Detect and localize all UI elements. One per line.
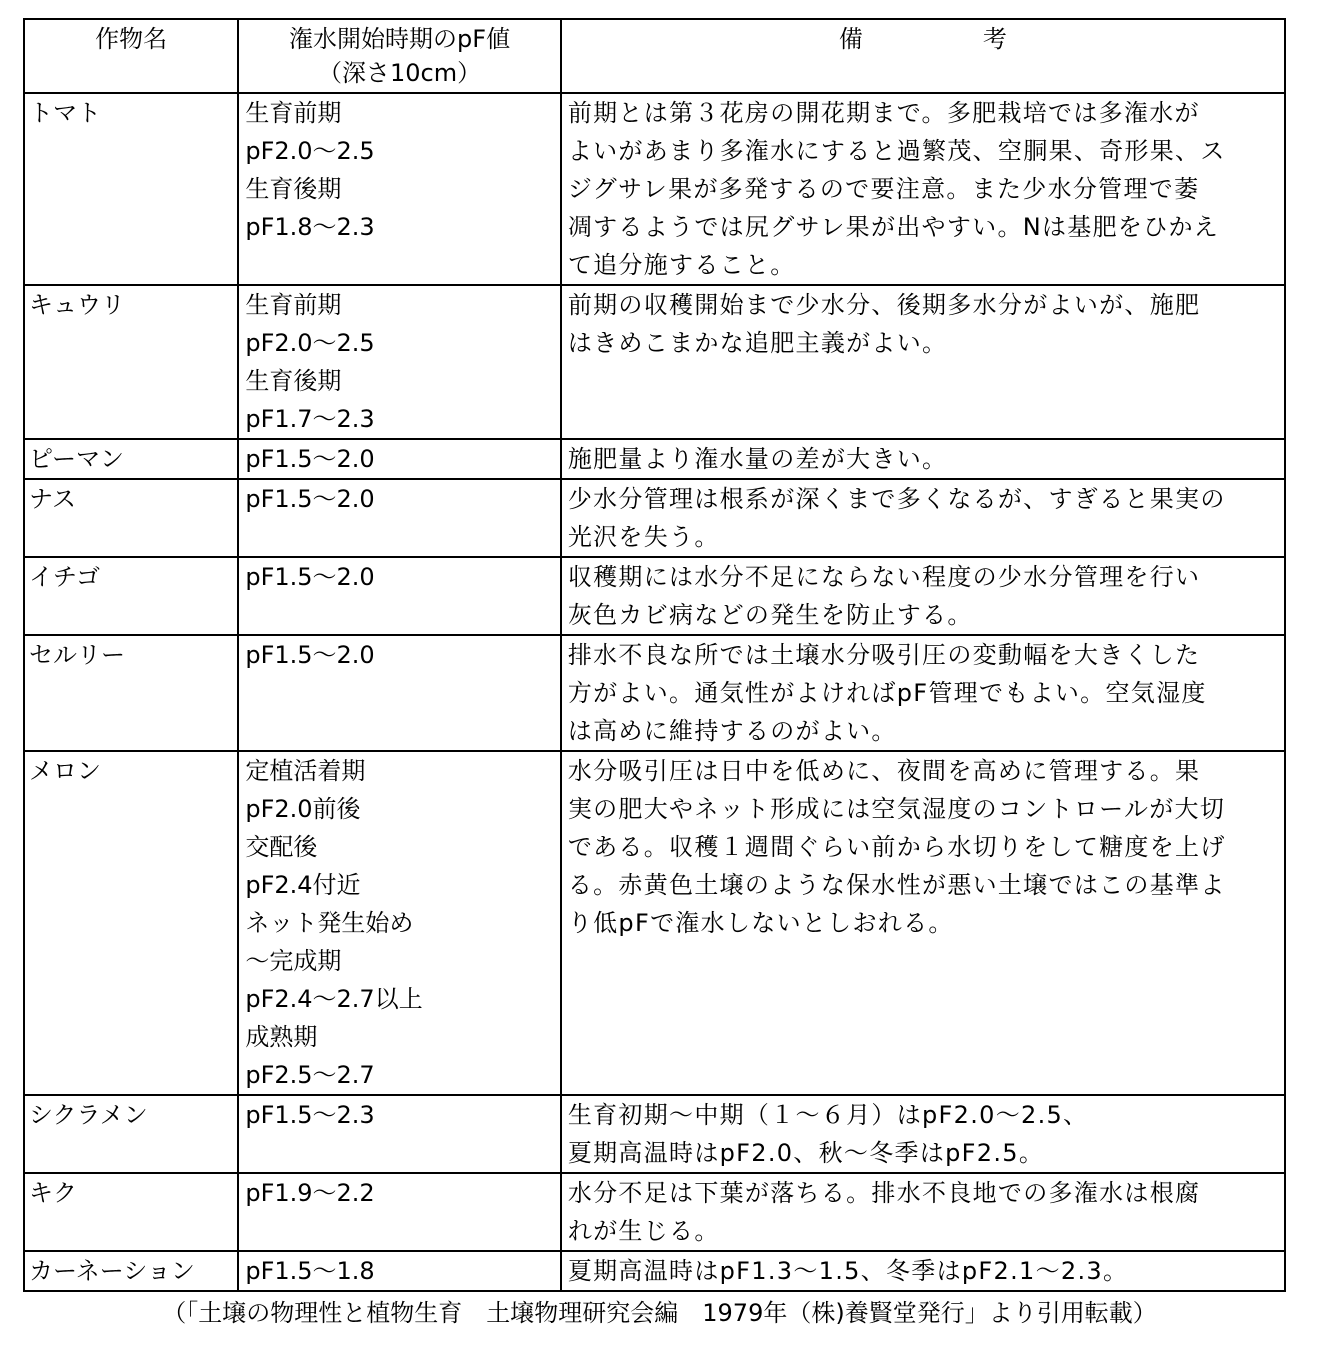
notes-line: れが生じる。 xyxy=(567,1217,720,1245)
crop-name-cell xyxy=(24,479,238,557)
header-row xyxy=(24,19,1285,93)
pf-value-line: pF1.9～2.2 xyxy=(245,1179,375,1207)
notes-line: ジグサレ果が多発するので要注意。また少水分管理で萎 xyxy=(567,175,1200,203)
notes-line: る。赤黄色土壌のような保水性が悪い土壌ではこの基準よ xyxy=(567,871,1226,899)
table-row xyxy=(24,439,1285,479)
notes-cell xyxy=(561,1251,1285,1291)
notes-line: 少水分管理は根系が深くまで多くなるが、すぎると果実の xyxy=(567,485,1226,513)
notes-line: 前期とは第３花房の開花期まで。多肥栽培では多潅水が xyxy=(567,99,1200,127)
pf-value-line: pF2.4付近 xyxy=(245,871,361,899)
pf-value-line: 生育後期 xyxy=(245,367,342,395)
crop-name: キュウリ xyxy=(29,291,125,319)
pf-value-line: ネット発生始め xyxy=(245,909,414,937)
header-pf-depth: （深さ10cm） xyxy=(318,59,482,87)
notes-cell xyxy=(561,1173,1285,1251)
notes-line: 実の肥大やネット形成には空気湿度のコントロールが大切 xyxy=(567,795,1226,823)
crop-name-cell xyxy=(24,751,238,1095)
pf-value-cell xyxy=(238,751,561,1095)
pf-value-line: ～完成期 xyxy=(245,947,342,975)
notes-line: 凋するようでは尻グサレ果が出やすい。Nは基肥をひかえ xyxy=(567,213,1220,241)
crop-name-cell xyxy=(24,557,238,635)
header-notes xyxy=(561,19,1285,93)
irrigation-pf-table xyxy=(23,18,1286,1292)
notes-line: 方がよい。通気性がよければpF管理でもよい。空気湿度 xyxy=(567,679,1207,707)
crop-name-cell xyxy=(24,1173,238,1251)
notes-line: 排水不良な所では土壌水分吸引圧の変動幅を大きくした xyxy=(567,641,1201,669)
header-pf xyxy=(238,19,561,93)
crop-name-cell xyxy=(24,635,238,751)
crop-name: メロン xyxy=(29,757,101,785)
pf-value-line: 交配後 xyxy=(245,833,318,861)
pf-value-line: pF1.5～1.8 xyxy=(245,1257,375,1285)
table-row xyxy=(24,1251,1285,1291)
pf-value-cell xyxy=(238,93,561,285)
pf-value-line: 生育前期 xyxy=(245,99,342,127)
table-row xyxy=(24,751,1285,1095)
notes-line: 施肥量より潅水量の差が大きい。 xyxy=(567,445,948,473)
pf-value-line: pF1.5～2.0 xyxy=(245,445,375,473)
notes-cell xyxy=(561,1095,1285,1173)
notes-line: よいがあまり多潅水にすると過繁茂、空胴果、奇形果、ス xyxy=(567,137,1226,165)
pf-value-line: pF1.8～2.3 xyxy=(245,213,375,241)
pf-value-line: pF1.5～2.0 xyxy=(245,485,375,513)
crop-name: カーネーション xyxy=(29,1257,195,1285)
pf-value-line: 定植活着期 xyxy=(245,757,366,785)
pf-value-cell xyxy=(238,285,561,439)
table-row xyxy=(24,1173,1285,1251)
pf-value-cell xyxy=(238,1095,561,1173)
pf-value-line: 生育前期 xyxy=(245,291,342,319)
pf-value-line: pF2.0～2.5 xyxy=(245,137,375,165)
crop-name-cell xyxy=(24,439,238,479)
notes-line: 前期の収穫開始まで少水分、後期多水分がよいが、施肥 xyxy=(567,291,1201,319)
notes-line: て追分施すること。 xyxy=(567,251,796,279)
crop-name-cell xyxy=(24,285,238,439)
pf-value-line: 成熟期 xyxy=(245,1023,318,1051)
notes-line: 灰色カビ病などの発生を防止する。 xyxy=(567,601,973,629)
table-row xyxy=(24,285,1285,439)
pf-value-cell xyxy=(238,635,561,751)
notes-line: は高めに維持するのがよい。 xyxy=(567,717,897,745)
crop-name-cell xyxy=(24,1251,238,1291)
pf-value-line: pF1.5～2.0 xyxy=(245,563,375,591)
notes-cell xyxy=(561,93,1285,285)
header-pf-label: 潅水開始時期のpF値 xyxy=(289,25,511,53)
pf-value-line: pF2.5～2.7 xyxy=(245,1061,375,1089)
pf-value-cell xyxy=(238,1173,561,1251)
pf-value-cell xyxy=(238,439,561,479)
crop-name: イチゴ xyxy=(29,563,101,591)
notes-line: 水分吸引圧は日中を低めに、夜間を高めに管理する。果 xyxy=(567,757,1201,785)
notes-cell xyxy=(561,439,1285,479)
pf-value-cell xyxy=(238,557,561,635)
header-crop xyxy=(24,19,238,93)
notes-cell xyxy=(561,557,1285,635)
pf-value-line: 生育後期 xyxy=(245,175,342,203)
crop-name: セルリー xyxy=(29,641,125,669)
pf-value-line: pF1.7～2.3 xyxy=(245,405,375,433)
notes-line: 夏期高温時はpF2.0、秋～冬季はpF2.5。 xyxy=(567,1139,1045,1167)
pf-value-line: pF2.0前後 xyxy=(245,795,361,823)
table-row xyxy=(24,557,1285,635)
notes-cell xyxy=(561,285,1285,439)
crop-name-cell xyxy=(24,1095,238,1173)
pf-value-line: pF1.5～2.3 xyxy=(245,1101,375,1129)
notes-cell xyxy=(561,635,1285,751)
header-crop-label: 作物名 xyxy=(95,25,168,53)
crop-name: トマト xyxy=(29,99,101,127)
notes-line: はきめこまかな追肥主義がよい。 xyxy=(567,329,948,357)
notes-line: 生育初期～中期（１～６月）はpF2.0～2.5、 xyxy=(567,1101,1089,1129)
notes-line: 光沢を失う。 xyxy=(567,523,720,551)
table-row xyxy=(24,479,1285,557)
pf-value-cell xyxy=(238,479,561,557)
notes-cell xyxy=(561,751,1285,1095)
header-notes-label: 備 考 xyxy=(838,25,1007,53)
table-row xyxy=(24,635,1285,751)
notes-line: である。収穫１週間ぐらい前から水切りをして糖度を上げ xyxy=(567,833,1226,861)
crop-name-cell xyxy=(24,93,238,285)
pf-value-line: pF2.4～2.7以上 xyxy=(245,985,423,1013)
table-body xyxy=(24,93,1285,1291)
table-row xyxy=(24,1095,1285,1173)
notes-line: 水分不足は下葉が落ちる。排水不良地での多潅水は根腐 xyxy=(567,1179,1201,1207)
crop-name: キク xyxy=(29,1179,77,1207)
crop-name: ピーマン xyxy=(29,445,125,473)
table-row xyxy=(24,93,1285,285)
pf-value-line: pF1.5～2.0 xyxy=(245,641,375,669)
notes-line: 収穫期には水分不足にならない程度の少水分管理を行い xyxy=(567,563,1201,591)
crop-name: ナス xyxy=(29,485,77,513)
crop-name: シクラメン xyxy=(29,1101,148,1129)
notes-line: 夏期高温時はpF1.3～1.5、冬季はpF2.1～2.3。 xyxy=(567,1257,1129,1285)
pf-value-cell xyxy=(238,1251,561,1291)
notes-line: り低pFで潅水しないとしおれる。 xyxy=(567,909,954,937)
notes-cell xyxy=(561,479,1285,557)
source-citation: （「土壌の物理性と植物生育 土壌物理研究会編 1979年（株)養賢堂発行」より引用転載） xyxy=(162,1299,1157,1327)
pf-value-line: pF2.0～2.5 xyxy=(245,329,375,357)
